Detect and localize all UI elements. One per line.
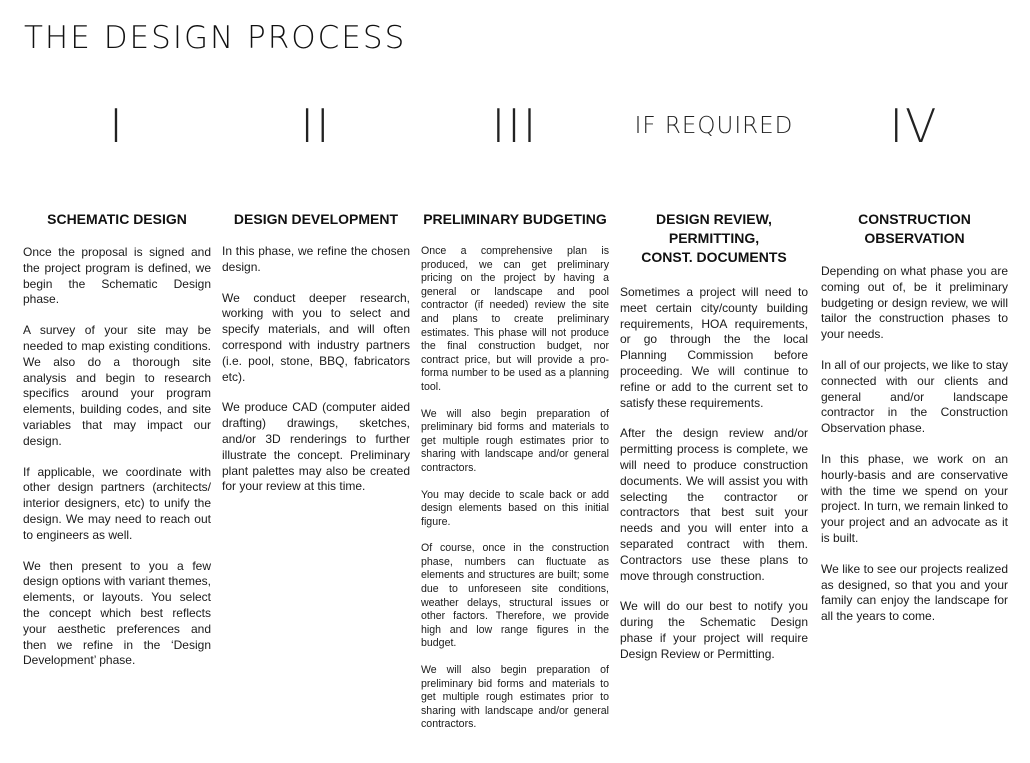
paragraph: In this phase, we work on an hourly-basis and are conservative with the time we spend on your project. In turn, we remain linked to your project and an advocate as it is built. (821, 451, 1008, 545)
column-body (23, 245, 211, 669)
paragraph: Of course, once in the construction phase, numbers can fluctuate as elements and structures are built; some due to unforeseen site conditions, weather delays, structural issues or other factors. Therefore, we provide high and low range figures in the budget. (421, 542, 609, 650)
column-design-development (222, 210, 410, 495)
paragraph: In this phase, we refine the chosen design. (222, 244, 410, 274)
column-heading (23, 210, 211, 229)
paragraph: A survey of your site may be needed to map existing conditions. We also do a thorough site analysis and begin to research specifics around your program elements, building codes, and site variables that may impact our design. (23, 323, 211, 448)
paragraph: Depending on what phase you are coming out of, be it preliminary budgeting or design review, we will tailor the construction phases to your needs. (821, 264, 1008, 342)
paragraph: After the design review and/or permitting process is complete, we will need to produce construction documents. We will assist you with selecting the contractor or contractors that best suit your needs and you will enter into a separated contract with them. Contractors use these plans to move through construction. (620, 426, 808, 583)
column-heading (222, 210, 410, 229)
paragraph: We produce CAD (computer aided drafting) drawings, sketches, and/or 3D renderings to further illustrate the concept. Preliminary plant palettes may also be created for your review at this time. (222, 400, 410, 494)
column-body (421, 245, 609, 732)
paragraph: We will also begin preparation of preliminary bid forms and materials to get multiple rough estimates prior to sharing with landscape and/or general contractors. (421, 664, 609, 731)
column-body (620, 285, 808, 663)
phase-numeral-1: I (109, 99, 125, 153)
phase-numeral-3: III (491, 99, 539, 153)
paragraph: Once a comprehensive plan is produced, we can get preliminary pricing on the project by having a general or landscape and pool contractor (if needed) review the site and plans to create preliminary estimates. This phase will not produce the final construction budget, nor contract price, but will provide a pro-forma number to be used as a planning tool. (421, 245, 609, 393)
heading-line: SCHEMATIC DESIGN (47, 211, 187, 227)
paragraph: Sometimes a project will need to meet certain city/county building requirements, HOA requirements, or go through the the local Planning Commission before proceeding. We will continue to refine or add to the current set to satisfy these requirements. (620, 285, 808, 410)
paragraph: We will also begin preparation of preliminary bid forms and materials to get multiple rough estimates prior to sharing with landscape and/or general contractors. (421, 407, 609, 474)
column-heading (620, 210, 808, 267)
column-heading (821, 210, 1008, 248)
heading-line: CONST. DOCUMENTS (641, 249, 787, 265)
phase-numeral-2: II (300, 99, 332, 153)
heading-line: OBSERVATION (864, 230, 965, 246)
column-construction-observation (821, 210, 1008, 625)
column-preliminary-budgeting (421, 210, 609, 732)
column-body (821, 264, 1008, 625)
heading-line: PERMITTING, (668, 230, 760, 246)
phase-numeral-if-required: IF REQUIRED (634, 113, 794, 139)
paragraph: You may decide to scale back or add design elements based on this initial figure. (421, 488, 609, 528)
heading-line: PRELIMINARY BUDGETING (423, 211, 607, 227)
paragraph: We like to see our projects realized as designed, so that you and your family can enjoy the landscape for all the years to come. (821, 561, 1008, 624)
column-body (222, 244, 410, 495)
heading-line: CONSTRUCTION (858, 211, 971, 227)
heading-line: DESIGN REVIEW, (656, 211, 772, 227)
phase-numeral-4: IV (889, 99, 939, 153)
paragraph: If applicable, we coordinate with other design partners (architects/ interior designers, etc) to unify the design. We may need to reach out to engineers as well. (23, 464, 211, 542)
paragraph: Once the proposal is signed and the project program is defined, we begin the Schematic Design phase. (23, 245, 211, 307)
paragraph: We will do our best to notify you during the Schematic Design phase if your project will require Design Review or Permitting. (620, 599, 808, 661)
column-design-review (620, 210, 808, 663)
page-title: THE DESIGN PROCESS (24, 20, 407, 56)
paragraph: In all of our projects, we like to stay connected with our clients and general and/or landscape contractor in the Construction Observation phase. (821, 357, 1008, 436)
paragraph: We then present to you a few design options with variant themes, elements, or layouts. You select the concept which best reflects your aesthetic preferences and then we refine in the ‘Design Development’ phase. (23, 558, 211, 668)
paragraph: We conduct deeper research, working with you to select and specify materials, and will often correspond with industry partners (i.e. pool, stone, BBQ, fabricators etc). (222, 290, 410, 384)
heading-line: DESIGN DEVELOPMENT (233, 211, 399, 227)
column-heading (421, 210, 609, 229)
column-schematic-design (23, 210, 211, 669)
